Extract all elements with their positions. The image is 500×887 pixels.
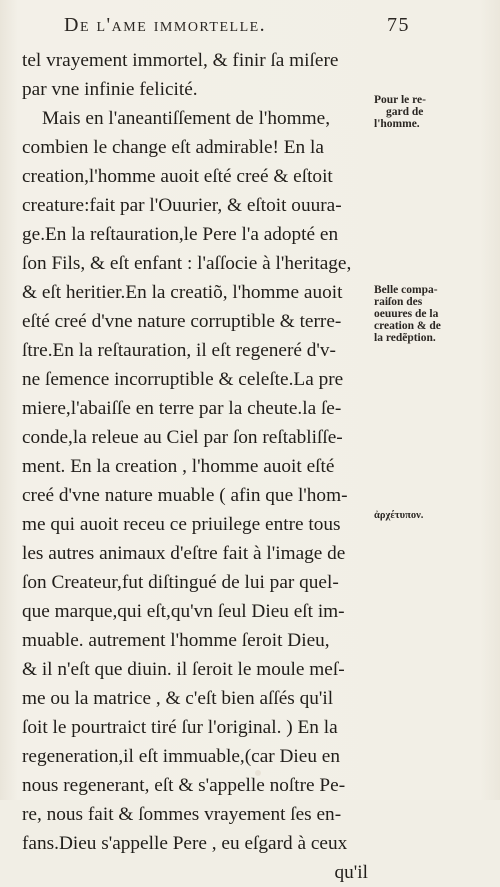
margin-note-line: ἀρχέτυπον. — [374, 510, 424, 521]
margin-note-line: gard de — [386, 106, 424, 118]
main-text-block — [22, 46, 370, 887]
text-line: combien le change eſt admirable! En la — [22, 137, 324, 158]
running-title: De l'ame immortelle. — [64, 14, 267, 36]
text-line: par vne infinie felicité. — [22, 79, 198, 100]
margin-note-line: Pour le re- — [374, 94, 426, 106]
text-line: creature:fait par l'Ouurier, & eſtoit ouura- — [22, 195, 342, 216]
text-line: ne ſemence incorruptible & celeſte.La pre — [22, 369, 344, 390]
text-line: ſtre.En la reſtauration, il eſt regeneré d'v- — [22, 340, 336, 361]
text-line: ſon Fils, & eſt enfant : l'aſſocie à l'heritage, — [22, 253, 352, 274]
running-header — [64, 6, 410, 42]
text-line: & eſt heritier.En la creatiõ, l'homme auoit — [22, 282, 343, 303]
text-line: me ou la matrice , & c'eſt bien aſſés qu'il — [22, 688, 334, 709]
text-line: eſté creé d'vne nature corruptible & terre- — [22, 311, 342, 332]
text-line: creation,l'homme auoit eſté creé & eſtoit — [22, 166, 333, 187]
margin-note-line: raiſon des — [374, 296, 423, 308]
catchword: qu'il — [334, 862, 368, 883]
text-line: nous regenerant, eſt & s'appelle noſtre Pe- — [22, 775, 346, 796]
text-line: miere,l'abaiſſe en terre par la cheute.la ſe- — [22, 398, 342, 419]
margin-note-comparison — [374, 284, 441, 344]
page-number: 75 — [387, 14, 410, 36]
margin-note-line: l'homme. — [374, 118, 420, 130]
text-line: tel vrayement immortel, & finir ſa miſere — [22, 50, 339, 71]
text-line: ſoit le pourtraict tiré ſur l'original. ) En la — [22, 717, 338, 738]
text-line: ſon Createur,fut diſtingué de lui par quel- — [22, 572, 339, 593]
text-line: les autres animaux d'eſtre fait à l'image de — [22, 543, 346, 564]
text-line: creé d'vne nature muable ( afin que l'hom- — [22, 485, 348, 506]
margin-note-line: Belle compa- — [374, 284, 438, 296]
margin-note-line: creation & de — [374, 320, 441, 332]
text-line: re, nous fait & ſommes vrayement ſes en- — [22, 804, 342, 825]
margin-note-regard — [374, 94, 426, 130]
margin-note-line: la redẽption. — [374, 332, 436, 344]
text-line: regeneration,il eſt immuable,(car Dieu en — [22, 746, 340, 767]
text-line: muable. autrement l'homme ſeroit Dieu, — [22, 630, 330, 651]
text-line: & il n'eſt que diuin. il ſeroit le moule meſ- — [22, 659, 345, 680]
margin-note-line: oeuures de la — [374, 308, 439, 320]
text-line: ge.En la reſtauration,le Pere l'a adopté en — [22, 224, 339, 245]
margin-note-greek — [374, 510, 423, 522]
text-line: fans.Dieu s'appelle Pere , eu eſgard à ceux — [22, 833, 348, 854]
text-line: me qui auoit receu ce priuilege entre tous — [22, 514, 341, 535]
text-line: ment. En la creation , l'homme auoit eſté — [22, 456, 335, 477]
text-line: conde,la releue au Ciel par ſon reſtabliſſe- — [22, 427, 343, 448]
paragraph-first-line: Mais en l'aneantiſſement de l'homme, — [42, 108, 331, 129]
text-line: que marque,qui eſt,qu'vn ſeul Dieu eſt im- — [22, 601, 345, 622]
